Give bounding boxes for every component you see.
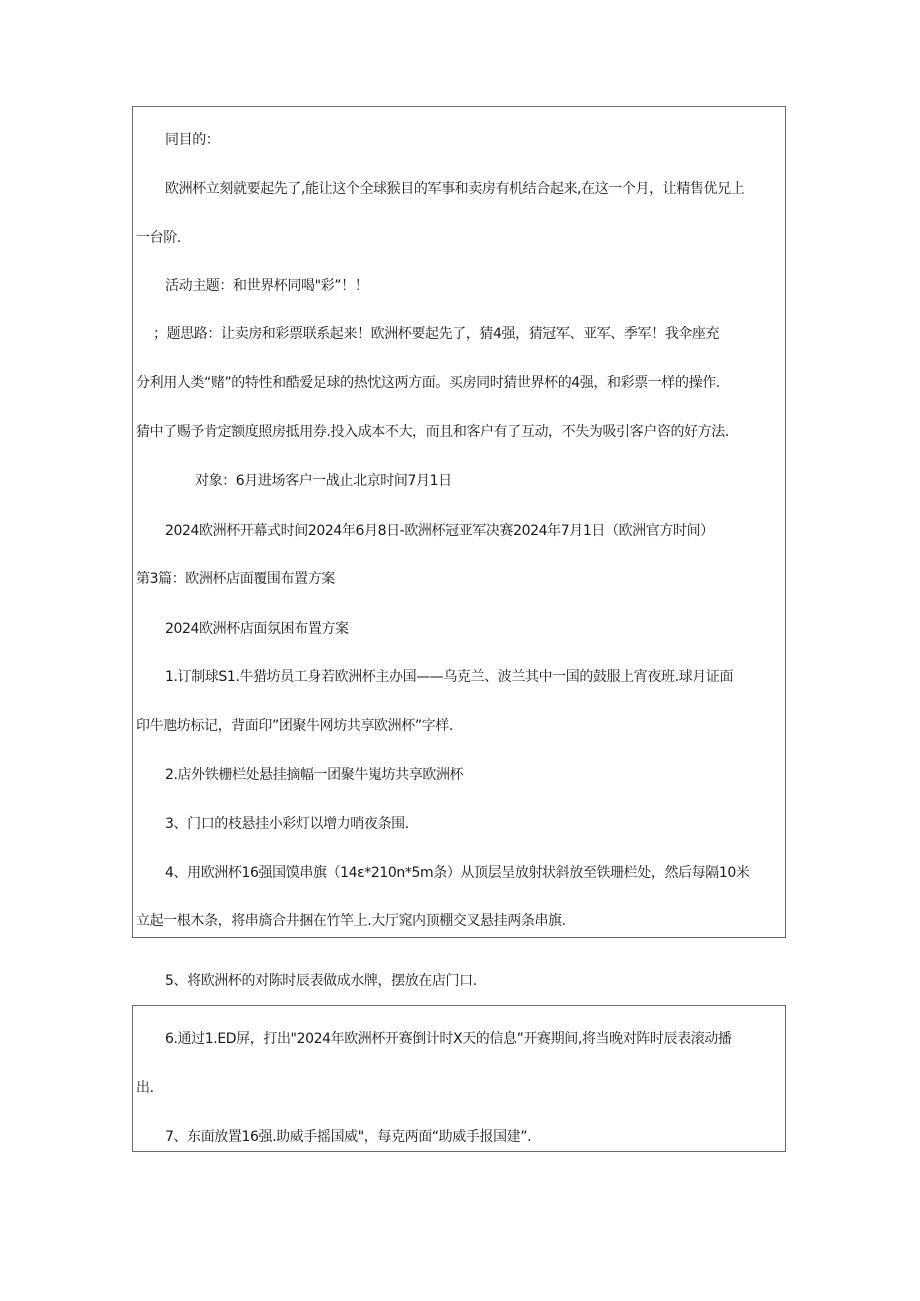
text-line: 同目的： — [165, 132, 220, 148]
section-heading: 第3篇：欧洲杯店面覆围布置方案 — [136, 571, 335, 587]
text-line: 立起一根木条，将串旖合井捆在竹竿上.大厅窕内顶棚交叉悬挂两条串旗. — [136, 913, 566, 929]
text-line: 一台阶. — [136, 230, 181, 246]
text-line: 猜中了赐予肯定额度照房抵用券.投入成本不大，而且和客户有了互动，不失为吸引客户咨的好方法. — [136, 424, 729, 440]
text-line: 5、将欧洲杯的对陈时辰表做成水牌，摆放在店门口. — [165, 973, 477, 989]
text-line: 分利用人类“赌”的特性和酷爱足球的热忱这两方面。买房同时猜世界杯的4强，和彩票一样的操作. — [136, 375, 720, 391]
text-line: 印牛虺坊标记，背面印”团聚牛网坊共享欧洲杯”字样. — [136, 718, 453, 734]
text-line: ；题思路：让卖房和彩票联系起来！欧洲杯要起先了，猜4强，猜冠军、亚军、季军！我伞座充 — [153, 326, 720, 342]
text-line: 出. — [136, 1080, 154, 1096]
text-line: 对象：6月进场客户一战止北京时间7月1日 — [195, 473, 452, 489]
text-line: 活动主题：和世界杯同喝"彩”！！ — [165, 278, 369, 294]
text-line: 6.通过1.ED屏，打出"2024年欧洲杯开赛倒计时X天的信息”开赛期间,将当晚对阵时辰表滚动播 — [165, 1031, 732, 1047]
text-line: 欧洲杯立刻就要起先了,能让这个全球猴目的军事和卖房有机结合起来,在这一个月，让精售优兄上 — [165, 181, 745, 197]
text-line: 3、门口的枝悬挂小彩灯以增力哨夜条围. — [165, 816, 409, 832]
text-line: 7、东面放置16强.助威手摇国威"，每克两面“助威手报国建”. — [165, 1129, 532, 1145]
text-line: 4、用欧洲杯16强国馍串旗（14ε*210n*5m条）从顶层呈放射状斜放至铁珊栏处，然后每隔10米 — [165, 865, 750, 881]
text-line: 2024欧洲杯开幕式时间2024年6月8日-欧洲杯冠亚军决赛2024年7月1日（欧洲官方时间） — [165, 523, 714, 539]
text-line: 2024欧洲杯店面氛困布置方案 — [165, 621, 349, 637]
text-line: 2.店外铁栅栏处悬挂摘幅一团聚牛嵬坊共享欧洲杯 — [165, 767, 464, 783]
text-line: 1.订制球S1.牛猎坊员工身若欧洲杯主办国——乌克兰、波兰其中一国的鼓服上宵夜班.球月证面 — [165, 669, 734, 685]
